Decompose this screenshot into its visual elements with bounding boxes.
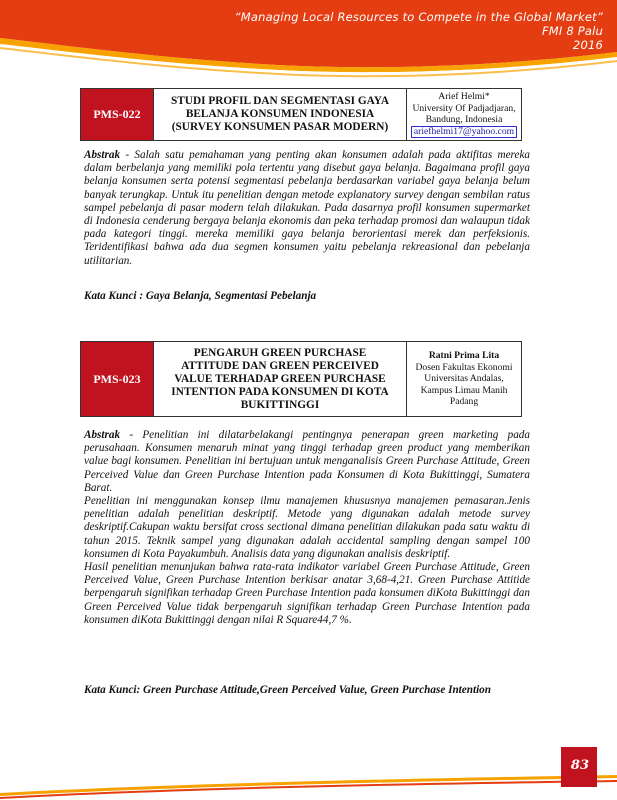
paper-title-line: INTENTION PADA KONSUMEN DI KOTA <box>171 385 389 398</box>
paper-title-line: BELANJA KONSUMEN INDONESIA <box>185 107 375 120</box>
header-banner <box>0 0 617 80</box>
abstract-paragraph: Penelitian ini menggunakan konsep ilmu manajemen khususnya manajemen pemasaran.Jenis penelitian adalah penelitian deskriptif. Metode yang digunakan adalah metode survey deskriptif.Cakupan waktu bersifat cross sectional dimana penelitian dilakukan pada satu waktu di tahun 2015. Teknik sampel yang digunakan adalah accidental sampling dengan sampel 100 konsumen di Kota Payakumbuh. Analisis data yang digunakan analisis deskriptif. <box>84 495 530 560</box>
paper-title <box>154 342 407 417</box>
paper-info-table-2 <box>80 341 522 417</box>
header-tagline: “Managing Local Resources to Compete in the Global Market” <box>234 10 603 24</box>
abstract-label: Abstrak <box>84 429 121 441</box>
footer-banner <box>0 735 617 800</box>
abstract-text: - Penelitian ini dilatarbelakangi pentingnya penerapan green marketing pada perusahaan. Konsumen menaruh minat yang tinggi terhadap green product yang memberikan value bagi konsumen. Penelitian ini bertujuan untuk menganalisis Green Purchase Attitude, Green Perceived Value dan Green Purchase Intention pada Konsumen di Kota Bukittinggi, Sumatera Barat. <box>84 429 530 494</box>
paper-code: PMS-022 <box>93 106 141 121</box>
author-affiliation: Bandung, Indonesia <box>425 114 503 125</box>
author-affiliation: Padang <box>449 396 479 408</box>
paper-title-line: STUDI PROFIL DAN SEGMENTASI GAYA <box>170 94 390 107</box>
keywords-2: Kata Kunci: Green Purchase Attitude,Green Perceived Value, Green Purchase Intention <box>84 684 491 696</box>
page-number: 83 <box>570 758 589 773</box>
author-affiliation: University Of Padjadjaran, <box>412 102 516 114</box>
paper-title <box>154 89 407 141</box>
author-affiliation: Universitas Andalas, <box>424 373 504 385</box>
paper-title-line: PENGARUH GREEN PURCHASE <box>193 346 367 359</box>
paper-info-table-1 <box>80 88 522 141</box>
abstract-label: Abstrak <box>84 149 121 161</box>
abstract-text: - Salah satu pemahaman yang penting akan konsumen adalah pada aktifitas mereka dalam berbelanja yang memiliki pola tertentu yang disebut gaya belanja. Bagaimana profil gaya belanja konsumen serta potensi segmentasi pebelanja berdasarkan variabel gaya belanja belum banyak terungkap. Untuk itu penelitian dengan metode explanatory survey dengan sembilan ratus sampel pebelanja di pasar modern telah dilakukan. Pada dasarnya profil konsumen supermarket di Indonesia cenderung bergaya belanja ekonomis dan peka terhadap promosi dan walaupun tidak pada kategori tinggi. mereka memiliki gaya belanja berorientasi merek dan perfeksionis. Teridentifikasi bahwa ada dua segmen konsumen yaitu pebelanja rekreasional dan pebelanja utilitarian. <box>84 149 531 267</box>
paper-code-cell <box>81 89 154 141</box>
paper-title-line: BUKITTINGGI <box>240 398 320 411</box>
author-name: Arief Helmi* <box>438 91 490 102</box>
author-affiliation: Dosen Fakultas Ekonomi <box>415 361 513 373</box>
abstract-paragraph: Hasil penelitian menunjukan bahwa rata-rata indikator variabel Green Purchase Attitude, Green Perceived Value, Green Purchase Intention berkisar anatar 3,68-4,21. Green Purchase Attitide berpengaruh signifikan terhadap Green Purchase Intention pada konsumen diKota Bukittinggi dan Green Perceived Value tidak berpengaruh signifikan terhadap Green Purchase Intention pada konsumen diKota Bukittinggi dengan nilai R Square44,7 %. <box>84 561 530 626</box>
author-name: Ratni Prima Lita <box>428 350 500 362</box>
keywords-1: Kata Kunci : Gaya Belanja, Segmentasi Pebelanja <box>84 290 317 302</box>
footer-swoosh-graphic <box>0 735 617 800</box>
paper-code-cell <box>81 342 154 417</box>
paper-title-line: VALUE TERHADAP GREEN PURCHASE <box>174 372 386 385</box>
paper-title-line: (SURVEY KONSUMEN PASAR MODERN) <box>171 120 389 133</box>
paper-author-cell <box>407 342 522 417</box>
author-email-link[interactable]: ariefhelmi17@yahoo.com <box>411 126 517 138</box>
abstract-1 <box>84 149 530 268</box>
header-conference: FMI 8 Palu <box>541 24 603 38</box>
paper-title-line: ATTITUDE DAN GREEN PERCEIVED <box>181 359 379 372</box>
paper-author-cell <box>407 89 522 141</box>
header-year: 2016 <box>572 38 603 52</box>
abstract-paragraph <box>84 429 530 495</box>
author-affiliation: Kampus Limau Manih <box>420 384 508 396</box>
header-text <box>235 10 603 52</box>
abstract-2 <box>84 429 530 627</box>
paper-code: PMS-023 <box>93 371 141 386</box>
